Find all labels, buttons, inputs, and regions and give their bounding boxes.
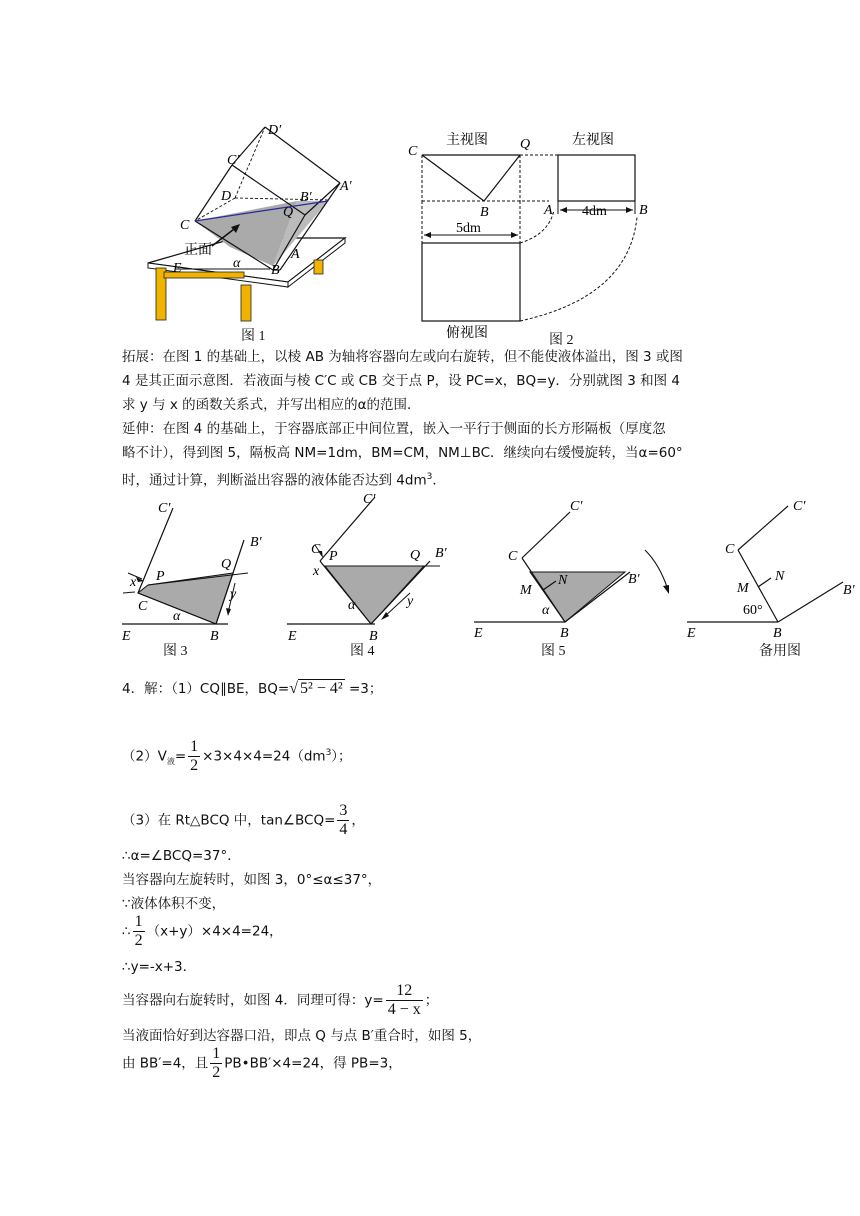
label-b-prime: B′ [300,190,312,205]
label-b: B [210,629,219,644]
label-b-prime: B′ [435,546,447,561]
label-alpha: α [173,609,181,624]
caption-spare: 备用图 [759,644,801,659]
caption-fig5: 图 5 [541,644,566,659]
label-q: Q [410,548,421,563]
solution-line-4: ∴α=∠BCQ=37°． [122,848,241,864]
label-a-prime: A′ [340,179,352,194]
solution-line-1: 4．解：（1）CQ∥BE，BQ=√ 5² − 4² =3； [122,680,383,697]
label-q: Q [520,137,531,152]
label-e: E [288,629,297,644]
label-n: N [558,573,568,588]
solution-line-7: ∴ $\frac{1}{2}$ （x+y）×4×4=24， [122,913,283,949]
label-angle: 60° [743,603,763,618]
label-d: D [221,189,232,204]
table-leg [241,285,251,321]
label-c-prime: C′ [158,501,171,516]
solution-line-10: 当液面恰好到达容器口沿，即点 Q 与点 B′重合时，如图 5， [122,1028,482,1044]
label-c: C [408,144,418,159]
solution-line-9: 当容器向右旋转时，如图 4．同理可得：y= $\frac{12}{4 - x}$ ； [122,982,439,1018]
label-e: E [687,626,696,641]
label-b: B [271,263,280,278]
figure-4 [285,485,460,660]
label-c-prime: C′ [363,492,376,507]
figure-3 [118,498,278,660]
label-y: y [230,587,237,602]
label-alpha: α [233,256,241,271]
paragraph-extension-2: 延伸：在图 4 的基础上，于容器底部正中间位置，嵌入一平行于侧面的长方形隔板（厚度忽 略不计），得到图 5，隔板高 NM=1dm，BM=CM，NM⊥BC．继续向右缓慢旋转，当α=60° 时，通过计算，判断溢出容器的液体能否达到 $4dm^3$． [122,421,683,489]
paragraph-extension: 拓展：在图 1 的基础上，以棱 AB 为轴将容器向左或向右旋转，但不能使液体溢出，图 3 或图 4 是其正面示意图．若液面与棱 C′C 或 CB 交于点 P，设 PC=x，BQ=y．分别就图 3 和图 4 求 y 与 x 的函数关系式，并写出相应的α的范围． [122,349,683,413]
label-c: C [138,599,148,614]
solution-line-3: （3）在 Rt△BCQ 中，tan∠BCQ= $\frac{3}{4}$ ， [122,802,365,838]
caption-fig2: 图 2 [549,333,574,348]
label-dim-4: 4dm [582,204,607,219]
label-d-prime: D′ [268,123,282,138]
label-top-view: 俯视图 [446,326,488,341]
label-x: x [313,564,320,579]
label-b: B [560,626,569,641]
label-a: A [544,203,553,218]
table-leg [314,260,323,274]
label-alpha: α [542,603,550,618]
solution-line-5: 当容器向左旋转时，如图 3，0°≤α≤37°， [122,872,382,888]
label-b-prime: B′ [843,583,855,598]
label-c: C [508,549,518,564]
label-b-prime: B′ [250,535,262,550]
label-p: P [156,569,165,584]
label-p: P [329,549,338,564]
divider-mn [758,578,771,587]
figure-5 [470,490,685,660]
label-b-prime: B′ [628,572,640,587]
label-b2: B [639,203,648,218]
label-front: 正面 [184,243,212,258]
solution-line-11: 由 BB′=4，且 $\frac{1}{2}$ PB•BB′×4=24，得 PB=3， [122,1045,402,1081]
caption-fig1: 图 1 [241,329,266,344]
label-left-view: 左视图 [572,133,614,148]
label-b: B [369,629,378,644]
figure-spare [683,490,858,660]
label-q: Q [283,205,294,220]
label-c-prime: C′ [793,499,806,514]
figure-2 [404,122,666,352]
label-alpha: α [348,598,356,613]
caption-fig4: 图 4 [350,644,375,659]
label-b: B [773,626,782,641]
caption-fig3: 图 3 [163,644,188,659]
label-e: E [122,629,131,644]
label-y: y [407,594,414,609]
figure-1 [140,120,360,345]
label-e: E [173,261,182,276]
label-c-prime: C′ [570,499,583,514]
label-m: M [520,583,532,598]
label-q: Q [221,557,232,572]
label-b: B [480,205,489,220]
label-n: N [775,569,785,584]
label-c: C [311,542,321,557]
solution-line-2: $(2)V_液=$ $\frac{1}{2}$ $\times 3\times 4\times 4=24(dm^3)$； [122,738,352,774]
solution-line-8: ∴y=-x+3． [122,959,197,975]
label-c: C [725,542,735,557]
label-front-view: 主视图 [446,133,488,148]
label-e: E [474,626,483,641]
label-dim-5: 5dm [456,221,481,236]
solution-line-6: ∵液体体积不变， [122,896,226,912]
label-x: x [130,575,137,590]
label-m: M [737,581,749,596]
label-a: A [291,247,300,262]
label-c-prime: C′ [227,153,240,168]
label-c: C [180,218,190,233]
